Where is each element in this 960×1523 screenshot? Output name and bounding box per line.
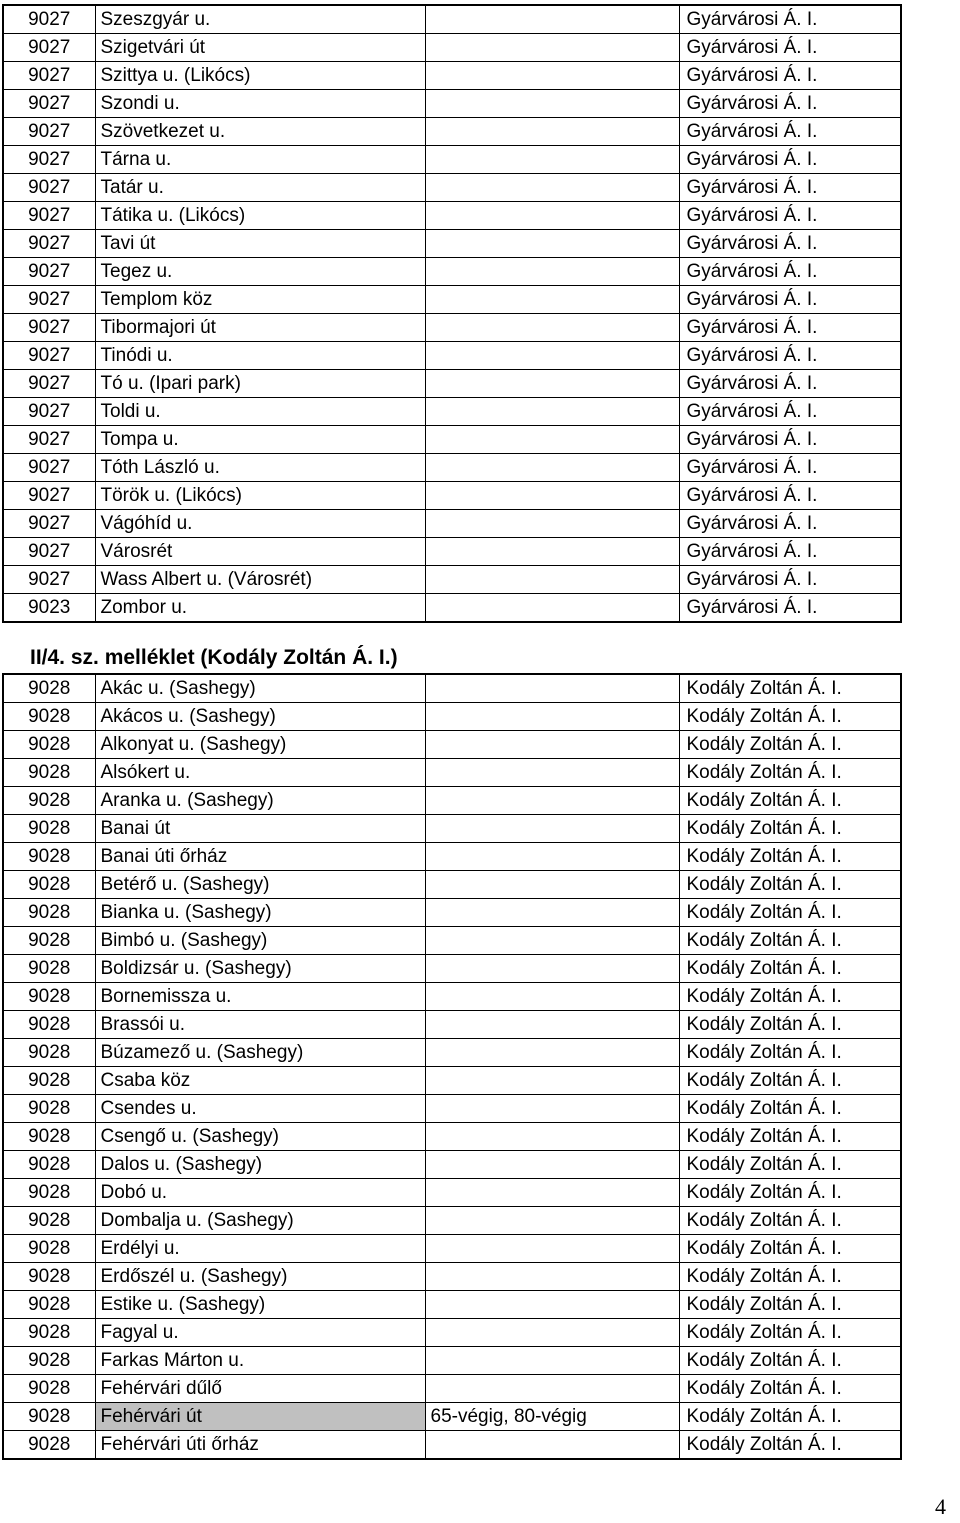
house-number-range-cell: [425, 1067, 679, 1095]
table-row: [3, 342, 901, 370]
table-row: [3, 1319, 901, 1347]
district-cell: Kodály Zoltán Á. I.: [679, 703, 901, 731]
street-name-cell: Tóth László u.: [95, 454, 425, 482]
zip-code-cell: 9028: [3, 815, 95, 843]
table-row: [3, 674, 901, 703]
table-row: [3, 1403, 901, 1431]
district-cell: Kodály Zoltán Á. I.: [679, 871, 901, 899]
house-number-range-cell: [425, 1375, 679, 1403]
table-row: [3, 1179, 901, 1207]
table-row: [3, 566, 901, 594]
district-cell: Kodály Zoltán Á. I.: [679, 731, 901, 759]
zip-code-cell: 9027: [3, 174, 95, 202]
house-number-range-cell: [425, 1123, 679, 1151]
street-name-cell: Erdőszél u. (Sashegy): [95, 1263, 425, 1291]
street-name-cell: Bimbó u. (Sashegy): [95, 927, 425, 955]
street-name-cell: Szeszgyár u.: [95, 5, 425, 34]
house-number-range-cell: [425, 426, 679, 454]
street-name-cell: Brassói u.: [95, 1011, 425, 1039]
street-name-cell: Tavi út: [95, 230, 425, 258]
zip-code-cell: 9027: [3, 62, 95, 90]
street-name-cell: Aranka u. (Sashegy): [95, 787, 425, 815]
table-row: [3, 843, 901, 871]
house-number-range-cell: [425, 398, 679, 426]
table-row: [3, 62, 901, 90]
house-number-range-cell: [425, 1431, 679, 1460]
district-cell: Gyárvárosi Á. I.: [679, 202, 901, 230]
table-row: [3, 426, 901, 454]
house-number-range-cell: [425, 146, 679, 174]
table-row: [3, 1151, 901, 1179]
street-name-cell: Tompa u.: [95, 426, 425, 454]
street-name-cell: Dalos u. (Sashegy): [95, 1151, 425, 1179]
street-name-cell: Tárna u.: [95, 146, 425, 174]
district-cell: Kodály Zoltán Á. I.: [679, 1263, 901, 1291]
table-row: [3, 955, 901, 983]
zip-code-cell: 9027: [3, 510, 95, 538]
street-name-cell: Dombalja u. (Sashegy): [95, 1207, 425, 1235]
zip-code-cell: 9027: [3, 398, 95, 426]
district-cell: Gyárvárosi Á. I.: [679, 370, 901, 398]
district-cell: Gyárvárosi Á. I.: [679, 5, 901, 34]
house-number-range-cell: [425, 703, 679, 731]
street-name-cell: Török u. (Likócs): [95, 482, 425, 510]
zip-code-cell: 9027: [3, 454, 95, 482]
street-name-cell: Tibormajori út: [95, 314, 425, 342]
district-cell: Kodály Zoltán Á. I.: [679, 1235, 901, 1263]
house-number-range-cell: [425, 510, 679, 538]
table-row: [3, 5, 901, 34]
street-name-cell: Boldizsár u. (Sashegy): [95, 955, 425, 983]
house-number-range-cell: [425, 118, 679, 146]
district-cell: Gyárvárosi Á. I.: [679, 34, 901, 62]
district-cell: Gyárvárosi Á. I.: [679, 62, 901, 90]
street-name-cell: Akácos u. (Sashegy): [95, 703, 425, 731]
district-cell: Gyárvárosi Á. I.: [679, 174, 901, 202]
zip-code-cell: 9028: [3, 1235, 95, 1263]
house-number-range-cell: [425, 174, 679, 202]
table-row: [3, 983, 901, 1011]
street-name-cell: Templom köz: [95, 286, 425, 314]
district-cell: Gyárvárosi Á. I.: [679, 286, 901, 314]
zip-code-cell: 9027: [3, 146, 95, 174]
district-cell: Kodály Zoltán Á. I.: [679, 1291, 901, 1319]
district-cell: Gyárvárosi Á. I.: [679, 314, 901, 342]
street-name-cell: Estike u. (Sashegy): [95, 1291, 425, 1319]
zip-code-cell: 9028: [3, 703, 95, 731]
table-row: [3, 899, 901, 927]
table-row: [3, 510, 901, 538]
house-number-range-cell: [425, 1319, 679, 1347]
zip-code-cell: 9028: [3, 759, 95, 787]
house-number-range-cell: [425, 731, 679, 759]
table-row: [3, 230, 901, 258]
street-name-cell: Erdélyi u.: [95, 1235, 425, 1263]
house-number-range-cell: [425, 899, 679, 927]
table-row: [3, 1347, 901, 1375]
street-name-cell: Zombor u.: [95, 594, 425, 623]
table-row: [3, 174, 901, 202]
table-row: [3, 1235, 901, 1263]
section-heading: II/4. sz. melléklet (Kodály Zoltán Á. I.): [30, 646, 398, 669]
zip-code-cell: 9028: [3, 731, 95, 759]
district-cell: Gyárvárosi Á. I.: [679, 118, 901, 146]
zip-code-cell: 9027: [3, 118, 95, 146]
street-name-cell: Banai úti őrház: [95, 843, 425, 871]
zip-code-cell: 9027: [3, 286, 95, 314]
zip-code-cell: 9027: [3, 202, 95, 230]
street-name-cell: Wass Albert u. (Városrét): [95, 566, 425, 594]
district-cell: Gyárvárosi Á. I.: [679, 90, 901, 118]
street-name-cell: Toldi u.: [95, 398, 425, 426]
table-row: [3, 703, 901, 731]
zip-code-cell: 9028: [3, 983, 95, 1011]
house-number-range-cell: [425, 230, 679, 258]
district-cell: Kodály Zoltán Á. I.: [679, 787, 901, 815]
zip-code-cell: 9028: [3, 1039, 95, 1067]
table-row: [3, 1123, 901, 1151]
street-name-cell: Fehérvári út: [95, 1403, 425, 1431]
district-cell: Kodály Zoltán Á. I.: [679, 1151, 901, 1179]
street-name-cell: Banai út: [95, 815, 425, 843]
table-row: [3, 370, 901, 398]
table-row: [3, 482, 901, 510]
street-name-cell: Búzamező u. (Sashegy): [95, 1039, 425, 1067]
zip-code-cell: 9028: [3, 787, 95, 815]
zip-code-cell: 9028: [3, 1403, 95, 1431]
house-number-range-cell: [425, 258, 679, 286]
district-cell: Gyárvárosi Á. I.: [679, 538, 901, 566]
zip-code-cell: 9028: [3, 899, 95, 927]
house-number-range-cell: [425, 594, 679, 623]
district-cell: Gyárvárosi Á. I.: [679, 146, 901, 174]
zip-code-cell: 9028: [3, 955, 95, 983]
district-cell: Kodály Zoltán Á. I.: [679, 843, 901, 871]
district-cell: Kodály Zoltán Á. I.: [679, 759, 901, 787]
house-number-range-cell: [425, 1151, 679, 1179]
street-name-cell: Szövetkezet u.: [95, 118, 425, 146]
table-row: [3, 759, 901, 787]
street-name-cell: Dobó u.: [95, 1179, 425, 1207]
district-cell: Gyárvárosi Á. I.: [679, 510, 901, 538]
district-cell: Kodály Zoltán Á. I.: [679, 1095, 901, 1123]
zip-code-cell: 9027: [3, 370, 95, 398]
house-number-range-cell: [425, 90, 679, 118]
district-cell: Gyárvárosi Á. I.: [679, 594, 901, 623]
district-cell: Kodály Zoltán Á. I.: [679, 1067, 901, 1095]
street-name-cell: Városrét: [95, 538, 425, 566]
zip-code-cell: 9027: [3, 90, 95, 118]
street-name-cell: Fehérvári úti őrház: [95, 1431, 425, 1460]
zip-code-cell: 9028: [3, 871, 95, 899]
zip-code-cell: 9023: [3, 594, 95, 623]
house-number-range-cell: [425, 370, 679, 398]
zip-code-cell: 9027: [3, 258, 95, 286]
house-number-range-cell: [425, 871, 679, 899]
street-name-cell: Csaba köz: [95, 1067, 425, 1095]
district-cell: Kodály Zoltán Á. I.: [679, 1319, 901, 1347]
house-number-range-cell: [425, 34, 679, 62]
house-number-range-cell: [425, 1095, 679, 1123]
street-name-cell: Szittya u. (Likócs): [95, 62, 425, 90]
table-row: [3, 90, 901, 118]
table-row: [3, 1375, 901, 1403]
house-number-range-cell: [425, 983, 679, 1011]
house-number-range-cell: [425, 927, 679, 955]
street-name-cell: Alkonyat u. (Sashegy): [95, 731, 425, 759]
street-name-cell: Alsókert u.: [95, 759, 425, 787]
table-row: [3, 787, 901, 815]
zip-code-cell: 9028: [3, 1291, 95, 1319]
district-cell: Kodály Zoltán Á. I.: [679, 983, 901, 1011]
district-cell: Gyárvárosi Á. I.: [679, 426, 901, 454]
house-number-range-cell: [425, 1291, 679, 1319]
house-number-range-cell: [425, 286, 679, 314]
district-cell: Gyárvárosi Á. I.: [679, 230, 901, 258]
table-row: [3, 398, 901, 426]
house-number-range-cell: [425, 314, 679, 342]
zip-code-cell: 9028: [3, 1375, 95, 1403]
zip-code-cell: 9028: [3, 674, 95, 703]
district-cell: Kodály Zoltán Á. I.: [679, 1375, 901, 1403]
table-row: [3, 314, 901, 342]
zip-code-cell: 9028: [3, 1319, 95, 1347]
table-row: [3, 1095, 901, 1123]
house-number-range-cell: 65-végig, 80-végig: [425, 1403, 679, 1431]
zip-code-cell: 9028: [3, 1431, 95, 1460]
zip-code-cell: 9027: [3, 342, 95, 370]
district-cell: Kodály Zoltán Á. I.: [679, 899, 901, 927]
district-cell: Kodály Zoltán Á. I.: [679, 1403, 901, 1431]
zip-code-cell: 9027: [3, 538, 95, 566]
house-number-range-cell: [425, 674, 679, 703]
table-row: [3, 1431, 901, 1460]
zip-code-cell: 9027: [3, 34, 95, 62]
street-name-cell: Szondi u.: [95, 90, 425, 118]
street-name-cell: Tatár u.: [95, 174, 425, 202]
table-row: [3, 927, 901, 955]
zip-code-cell: 9027: [3, 426, 95, 454]
house-number-range-cell: [425, 454, 679, 482]
house-number-range-cell: [425, 1207, 679, 1235]
zip-code-cell: 9028: [3, 927, 95, 955]
street-name-cell: Betérő u. (Sashegy): [95, 871, 425, 899]
table-row: [3, 1011, 901, 1039]
zip-code-cell: 9028: [3, 1151, 95, 1179]
district-cell: Gyárvárosi Á. I.: [679, 566, 901, 594]
street-name-cell: Fagyal u.: [95, 1319, 425, 1347]
zip-code-cell: 9027: [3, 314, 95, 342]
table-row: [3, 258, 901, 286]
table-row: [3, 538, 901, 566]
zip-code-cell: 9028: [3, 1263, 95, 1291]
street-name-cell: Szigetvári út: [95, 34, 425, 62]
zip-code-cell: 9028: [3, 1095, 95, 1123]
house-number-range-cell: [425, 787, 679, 815]
house-number-range-cell: [425, 1039, 679, 1067]
page-number: 4: [935, 1494, 946, 1519]
house-number-range-cell: [425, 566, 679, 594]
district-cell: Gyárvárosi Á. I.: [679, 258, 901, 286]
house-number-range-cell: [425, 759, 679, 787]
district-cell: Kodály Zoltán Á. I.: [679, 1179, 901, 1207]
house-number-range-cell: [425, 1179, 679, 1207]
table-row: [3, 1067, 901, 1095]
house-number-range-cell: [425, 482, 679, 510]
district-cell: Kodály Zoltán Á. I.: [679, 955, 901, 983]
district-cell: Gyárvárosi Á. I.: [679, 482, 901, 510]
zip-code-cell: 9028: [3, 1123, 95, 1151]
table-row: [3, 1263, 901, 1291]
table-row: [3, 871, 901, 899]
street-name-cell: Tó u. (Ipari park): [95, 370, 425, 398]
street-name-cell: Bornemissza u.: [95, 983, 425, 1011]
zip-code-cell: 9027: [3, 230, 95, 258]
table-row: [3, 731, 901, 759]
address-table-kodaly: [2, 673, 902, 1460]
zip-code-cell: 9028: [3, 1179, 95, 1207]
house-number-range-cell: [425, 815, 679, 843]
house-number-range-cell: [425, 202, 679, 230]
table-row: [3, 202, 901, 230]
house-number-range-cell: [425, 1235, 679, 1263]
street-name-cell: Bianka u. (Sashegy): [95, 899, 425, 927]
street-name-cell: Fehérvári dűlő: [95, 1375, 425, 1403]
house-number-range-cell: [425, 62, 679, 90]
district-cell: Kodály Zoltán Á. I.: [679, 674, 901, 703]
district-cell: Gyárvárosi Á. I.: [679, 454, 901, 482]
district-cell: Kodály Zoltán Á. I.: [679, 927, 901, 955]
district-cell: Gyárvárosi Á. I.: [679, 342, 901, 370]
zip-code-cell: 9028: [3, 1067, 95, 1095]
district-cell: Kodály Zoltán Á. I.: [679, 1039, 901, 1067]
zip-code-cell: 9027: [3, 5, 95, 34]
table-row: [3, 1207, 901, 1235]
table-row: [3, 815, 901, 843]
house-number-range-cell: [425, 538, 679, 566]
table-row: [3, 146, 901, 174]
table-row: [3, 454, 901, 482]
house-number-range-cell: [425, 843, 679, 871]
table-row: [3, 1039, 901, 1067]
street-name-cell: Farkas Márton u.: [95, 1347, 425, 1375]
district-cell: Kodály Zoltán Á. I.: [679, 815, 901, 843]
district-cell: Kodály Zoltán Á. I.: [679, 1431, 901, 1460]
district-cell: Kodály Zoltán Á. I.: [679, 1011, 901, 1039]
table-row: [3, 1291, 901, 1319]
table-row: [3, 286, 901, 314]
house-number-range-cell: [425, 1011, 679, 1039]
house-number-range-cell: [425, 1347, 679, 1375]
district-cell: Kodály Zoltán Á. I.: [679, 1347, 901, 1375]
table-row: [3, 118, 901, 146]
house-number-range-cell: [425, 342, 679, 370]
zip-code-cell: 9028: [3, 1011, 95, 1039]
district-cell: Kodály Zoltán Á. I.: [679, 1207, 901, 1235]
street-name-cell: Vágóhíd u.: [95, 510, 425, 538]
street-name-cell: Tegez u.: [95, 258, 425, 286]
street-name-cell: Tinódi u.: [95, 342, 425, 370]
zip-code-cell: 9027: [3, 482, 95, 510]
street-name-cell: Csendes u.: [95, 1095, 425, 1123]
street-name-cell: Csengő u. (Sashegy): [95, 1123, 425, 1151]
zip-code-cell: 9028: [3, 843, 95, 871]
zip-code-cell: 9027: [3, 566, 95, 594]
district-cell: Kodály Zoltán Á. I.: [679, 1123, 901, 1151]
house-number-range-cell: [425, 5, 679, 34]
zip-code-cell: 9028: [3, 1207, 95, 1235]
address-table-gyarvarosi: [2, 4, 902, 623]
district-cell: Gyárvárosi Á. I.: [679, 398, 901, 426]
street-name-cell: Akác u. (Sashegy): [95, 674, 425, 703]
house-number-range-cell: [425, 955, 679, 983]
house-number-range-cell: [425, 1263, 679, 1291]
street-name-cell: Tátika u. (Likócs): [95, 202, 425, 230]
zip-code-cell: 9028: [3, 1347, 95, 1375]
table-row: [3, 594, 901, 623]
table-row: [3, 34, 901, 62]
